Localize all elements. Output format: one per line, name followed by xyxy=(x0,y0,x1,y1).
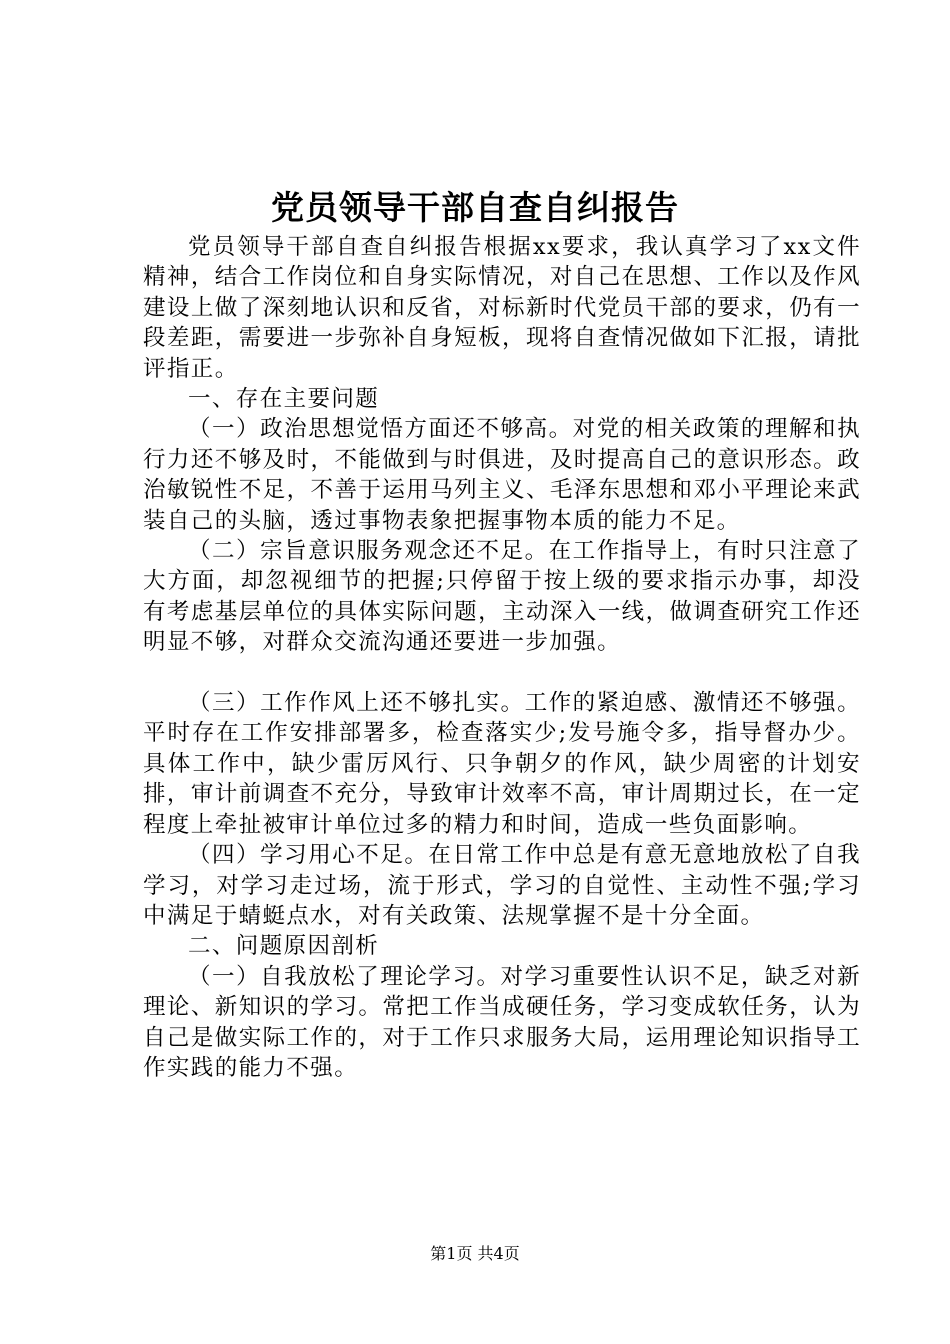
section-heading-causes: 二、问题原因剖析 xyxy=(188,933,380,960)
problem-paragraph-1: （一）政治思想觉悟方面还不够高。对党的相关政策的理解和执行力还不够及时，不能做到与时俱进，及时提高自己的意识形态。政治敏锐性不足，不善于运用马列主义、毛泽东思想和邓小平理论来武装自己的头脑，透过事物表象把握事物本质的能力不足。 xyxy=(143,416,861,534)
page-footer: 第1页 共4页 xyxy=(430,1244,520,1263)
problem-paragraph-3: （三）工作作风上还不够扎实。工作的紧迫感、激情还不够强。平时存在工作安排部署多，检查落实少;发号施令多，指导督办少。具体工作中，缺少雷厉风行、只争朝夕的作风，缺少周密的计划安排，审计前调查不充分，导致审计效率不高，审计周期过长，在一定程度上牵扯被审计单位过多的精力和时间，造成一些负面影响。 xyxy=(143,690,861,838)
paragraph-spacer xyxy=(143,658,861,688)
document-title: 党员领导干部自查自纠报告 xyxy=(271,188,679,227)
problem-paragraph-2: （二）宗旨意识服务观念还不足。在工作指导上，有时只注意了大方面，却忽视细节的把握;只停留于按上级的要求指示办事，却没有考虑基层单位的具体实际问题，主动深入一线，做调查研究工作还明显不够，对群众交流沟通还要进一步加强。 xyxy=(143,538,861,656)
document-body xyxy=(143,232,861,1083)
problem-paragraph-4: （四）学习用心不足。在日常工作中总是有意无意地放松了自我学习，对学习走过场，流于形式，学习的自觉性、主动性不强;学习中满足于蜻蜓点水，对有关政策、法规掌握不是十分全面。 xyxy=(143,842,861,929)
section-heading-problems: 一、存在主要问题 xyxy=(188,386,380,413)
cause-paragraph-1: （一）自我放松了理论学习。对学习重要性认识不足，缺乏对新理论、新知识的学习。常把工作当成硬任务，学习变成软任务，认为自己是做实际工作的，对于工作只求服务大局，运用理论知识指导工作实践的能力不强。 xyxy=(143,963,861,1081)
intro-paragraph: 党员领导干部自查自纠报告根据xx要求，我认真学习了xx文件精神，结合工作岗位和自身实际情况，对自己在思想、工作以及作风建设上做了深刻地认识和反省，对标新时代党员干部的要求，仍有一段差距，需要进一步弥补自身短板，现将自查情况做如下汇报，请批评指正。 xyxy=(143,234,861,382)
